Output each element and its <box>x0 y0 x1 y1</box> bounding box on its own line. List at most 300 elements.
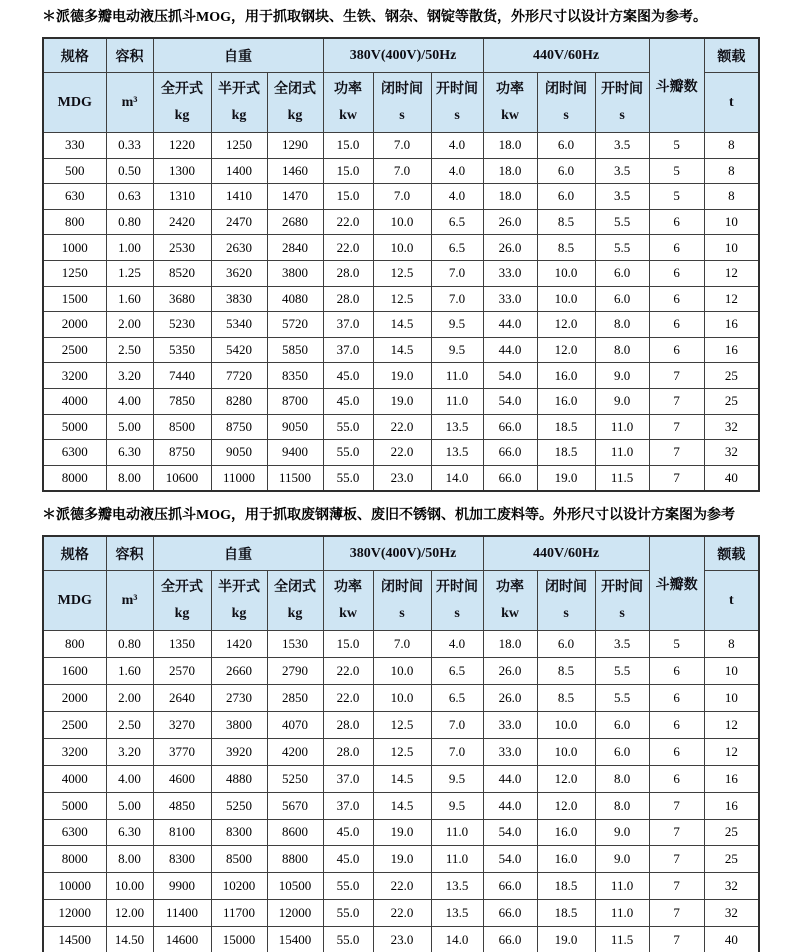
cell: 15.0 <box>323 158 373 184</box>
col-open-time-380: 开时间 s <box>431 73 483 133</box>
cell: 11.5 <box>595 927 649 952</box>
cell: 2570 <box>153 658 211 685</box>
cell: 11700 <box>211 900 267 927</box>
cell: 44.0 <box>483 312 537 338</box>
cell: 8700 <box>267 388 323 414</box>
cell: 5850 <box>267 337 323 363</box>
cell: 18.0 <box>483 631 537 658</box>
cell: 6.0 <box>595 286 649 312</box>
cell: 7 <box>649 414 704 440</box>
cell: 54.0 <box>483 819 537 846</box>
cell: 10.0 <box>373 235 431 261</box>
cell: 1300 <box>153 158 211 184</box>
cell: 10.0 <box>373 685 431 712</box>
cell: 26.0 <box>483 685 537 712</box>
cell: 18.0 <box>483 184 537 210</box>
cell: 12 <box>704 738 759 765</box>
cell: 2420 <box>153 209 211 235</box>
cell: 5 <box>649 133 704 159</box>
cell: 16 <box>704 792 759 819</box>
cell: 1310 <box>153 184 211 210</box>
cell: 7.0 <box>431 286 483 312</box>
cell: 2.50 <box>106 711 153 738</box>
cell: 8500 <box>153 414 211 440</box>
cell: 44.0 <box>483 337 537 363</box>
col-volume-unit: m³ <box>106 73 153 133</box>
cell: 25 <box>704 819 759 846</box>
cell: 44.0 <box>483 792 537 819</box>
col-petal-count: 斗瓣数 <box>649 38 704 133</box>
cell: 11.0 <box>595 900 649 927</box>
cell: 7 <box>649 363 704 389</box>
cell: 1400 <box>211 158 267 184</box>
col-rated-load: 额载 <box>704 536 759 571</box>
cell: 5000 <box>43 792 106 819</box>
cell: 4.00 <box>106 388 153 414</box>
cell: 4070 <box>267 711 323 738</box>
cell: 26.0 <box>483 235 537 261</box>
cell: 6 <box>649 209 704 235</box>
cell: 4850 <box>153 792 211 819</box>
cell: 7.0 <box>373 158 431 184</box>
cell: 8.5 <box>537 209 595 235</box>
cell: 6300 <box>43 819 106 846</box>
cell: 32 <box>704 900 759 927</box>
cell: 66.0 <box>483 440 537 466</box>
cell: 1410 <box>211 184 267 210</box>
cell: 26.0 <box>483 209 537 235</box>
cell: 1600 <box>43 658 106 685</box>
cell: 7850 <box>153 388 211 414</box>
cell: 9.5 <box>431 765 483 792</box>
col-spec: 规格 <box>43 536 106 571</box>
cell: 6 <box>649 312 704 338</box>
cell: 14600 <box>153 927 211 952</box>
cell: 7440 <box>153 363 211 389</box>
cell: 14.5 <box>373 337 431 363</box>
cell: 9.0 <box>595 846 649 873</box>
cell: 8 <box>704 133 759 159</box>
cell: 5720 <box>267 312 323 338</box>
table-row <box>43 465 759 491</box>
col-rated-load-unit: t <box>704 571 759 631</box>
cell: 1250 <box>211 133 267 159</box>
cell: 11.0 <box>595 873 649 900</box>
cell: 55.0 <box>323 927 373 952</box>
cell: 330 <box>43 133 106 159</box>
table-row <box>43 738 759 765</box>
cell: 6 <box>649 337 704 363</box>
cell: 630 <box>43 184 106 210</box>
cell: 18.5 <box>537 414 595 440</box>
cell: 7720 <box>211 363 267 389</box>
cell: 19.0 <box>537 927 595 952</box>
table-row <box>43 765 759 792</box>
cell: 32 <box>704 414 759 440</box>
cell: 7 <box>649 792 704 819</box>
cell: 5.00 <box>106 414 153 440</box>
col-group-380v: 380V(400V)/50Hz <box>323 536 483 571</box>
cell: 6 <box>649 711 704 738</box>
cell: 55.0 <box>323 440 373 466</box>
cell: 33.0 <box>483 286 537 312</box>
cell: 6.0 <box>595 738 649 765</box>
cell: 3200 <box>43 363 106 389</box>
cell: 18.5 <box>537 440 595 466</box>
table-row <box>43 337 759 363</box>
col-group-380v: 380V(400V)/50Hz <box>323 38 483 73</box>
cell: 10.00 <box>106 873 153 900</box>
cell: 1470 <box>267 184 323 210</box>
table-row <box>43 792 759 819</box>
cell: 6 <box>649 685 704 712</box>
cell: 54.0 <box>483 388 537 414</box>
col-open-time-440: 开时间 s <box>595 571 649 631</box>
cell: 4.0 <box>431 184 483 210</box>
cell: 9050 <box>211 440 267 466</box>
table-row <box>43 414 759 440</box>
cell: 8000 <box>43 465 106 491</box>
cell: 3800 <box>267 260 323 286</box>
col-power-440: 功率 kw <box>483 73 537 133</box>
product-note-2: ＊派德多瓣电动液压抓斗MOG，用于抓取废钢薄板、废旧不锈钢、机加工废料等。外形尺寸以设计方案图为参考 <box>42 508 735 524</box>
cell: 12000 <box>43 900 106 927</box>
cell: 12000 <box>267 900 323 927</box>
cell: 37.0 <box>323 765 373 792</box>
cell: 14500 <box>43 927 106 952</box>
cell: 0.80 <box>106 631 153 658</box>
cell: 7.0 <box>373 184 431 210</box>
table-row <box>43 235 759 261</box>
col-spec-unit: MDG <box>43 73 106 133</box>
cell: 4000 <box>43 388 106 414</box>
cell: 22.0 <box>323 209 373 235</box>
col-spec: 规格 <box>43 38 106 73</box>
cell: 4.00 <box>106 765 153 792</box>
cell: 33.0 <box>483 711 537 738</box>
cell: 8.0 <box>595 765 649 792</box>
cell: 1500 <box>43 286 106 312</box>
cell: 11500 <box>267 465 323 491</box>
cell: 11.0 <box>595 440 649 466</box>
cell: 8.00 <box>106 846 153 873</box>
cell: 6.5 <box>431 658 483 685</box>
cell: 4200 <box>267 738 323 765</box>
col-group-440v: 440V/60Hz <box>483 38 649 73</box>
cell: 9050 <box>267 414 323 440</box>
cell: 15400 <box>267 927 323 952</box>
cell: 8.0 <box>595 312 649 338</box>
cell: 10000 <box>43 873 106 900</box>
cell: 55.0 <box>323 900 373 927</box>
cell: 13.5 <box>431 414 483 440</box>
cell: 5.00 <box>106 792 153 819</box>
cell: 2470 <box>211 209 267 235</box>
cell: 8 <box>704 184 759 210</box>
cell: 12.0 <box>537 312 595 338</box>
cell: 25 <box>704 363 759 389</box>
cell: 0.33 <box>106 133 153 159</box>
cell: 5.5 <box>595 658 649 685</box>
cell: 4080 <box>267 286 323 312</box>
cell: 54.0 <box>483 363 537 389</box>
table-row <box>43 388 759 414</box>
cell: 6.5 <box>431 685 483 712</box>
cell: 8.5 <box>537 235 595 261</box>
cell: 10 <box>704 685 759 712</box>
table-row <box>43 363 759 389</box>
cell: 6 <box>649 738 704 765</box>
cell: 1290 <box>267 133 323 159</box>
cell: 6 <box>649 658 704 685</box>
cell: 11.0 <box>431 363 483 389</box>
cell: 1250 <box>43 260 106 286</box>
cell: 1220 <box>153 133 211 159</box>
cell: 5230 <box>153 312 211 338</box>
cell: 16.0 <box>537 388 595 414</box>
cell: 1.25 <box>106 260 153 286</box>
cell: 10.0 <box>537 711 595 738</box>
cell: 0.80 <box>106 209 153 235</box>
cell: 4.0 <box>431 133 483 159</box>
cell: 4880 <box>211 765 267 792</box>
cell: 10500 <box>267 873 323 900</box>
cell: 1000 <box>43 235 106 261</box>
cell: 5250 <box>267 765 323 792</box>
cell: 6.5 <box>431 209 483 235</box>
cell: 11.5 <box>595 465 649 491</box>
cell: 12.0 <box>537 765 595 792</box>
cell: 12 <box>704 286 759 312</box>
cell: 16 <box>704 337 759 363</box>
cell: 55.0 <box>323 465 373 491</box>
cell: 7.0 <box>431 260 483 286</box>
cell: 1.60 <box>106 286 153 312</box>
cell: 22.0 <box>323 658 373 685</box>
cell: 9900 <box>153 873 211 900</box>
cell: 13.5 <box>431 440 483 466</box>
cell: 2.00 <box>106 685 153 712</box>
cell: 8.00 <box>106 465 153 491</box>
cell: 12 <box>704 260 759 286</box>
cell: 55.0 <box>323 873 373 900</box>
cell: 8.5 <box>537 685 595 712</box>
cell: 55.0 <box>323 414 373 440</box>
cell: 5 <box>649 184 704 210</box>
cell: 7 <box>649 927 704 952</box>
cell: 45.0 <box>323 363 373 389</box>
table-row <box>43 631 759 658</box>
table-row <box>43 260 759 286</box>
col-volume: 容积 <box>106 536 153 571</box>
cell: 1.00 <box>106 235 153 261</box>
cell: 10.0 <box>537 260 595 286</box>
cell: 6.0 <box>595 711 649 738</box>
cell: 28.0 <box>323 711 373 738</box>
col-power-440: 功率 kw <box>483 571 537 631</box>
cell: 22.0 <box>323 685 373 712</box>
cell: 12.5 <box>373 738 431 765</box>
cell: 66.0 <box>483 465 537 491</box>
cell: 14.50 <box>106 927 153 952</box>
col-rated-load: 额载 <box>704 38 759 73</box>
cell: 11.0 <box>431 819 483 846</box>
spec-table-1 <box>42 37 760 492</box>
cell: 10600 <box>153 465 211 491</box>
cell: 8750 <box>211 414 267 440</box>
cell: 9.5 <box>431 312 483 338</box>
cell: 7 <box>649 440 704 466</box>
cell: 3.5 <box>595 133 649 159</box>
cell: 22.0 <box>323 235 373 261</box>
cell: 2.50 <box>106 337 153 363</box>
cell: 8350 <box>267 363 323 389</box>
cell: 14.0 <box>431 927 483 952</box>
col-open-time-440: 开时间 s <box>595 73 649 133</box>
cell: 800 <box>43 209 106 235</box>
cell: 6.0 <box>537 631 595 658</box>
cell: 10.0 <box>373 209 431 235</box>
col-volume-unit: m³ <box>106 571 153 631</box>
cell: 6 <box>649 765 704 792</box>
cell: 16.0 <box>537 819 595 846</box>
cell: 15.0 <box>323 631 373 658</box>
cell: 22.0 <box>373 440 431 466</box>
cell: 5670 <box>267 792 323 819</box>
cell: 16.0 <box>537 363 595 389</box>
cell: 3270 <box>153 711 211 738</box>
cell: 2500 <box>43 337 106 363</box>
cell: 5.5 <box>595 209 649 235</box>
cell: 8 <box>704 631 759 658</box>
cell: 3.5 <box>595 631 649 658</box>
col-spec-unit: MDG <box>43 571 106 631</box>
cell: 19.0 <box>373 363 431 389</box>
cell: 1460 <box>267 158 323 184</box>
col-half-open: 半开式 kg <box>211 571 267 631</box>
cell: 3800 <box>211 711 267 738</box>
cell: 3920 <box>211 738 267 765</box>
table-row <box>43 711 759 738</box>
cell: 10 <box>704 658 759 685</box>
cell: 7 <box>649 388 704 414</box>
cell: 8500 <box>211 846 267 873</box>
cell: 9400 <box>267 440 323 466</box>
cell: 18.5 <box>537 873 595 900</box>
cell: 23.0 <box>373 465 431 491</box>
cell: 19.0 <box>373 846 431 873</box>
table-row <box>43 846 759 873</box>
cell: 66.0 <box>483 414 537 440</box>
cell: 2840 <box>267 235 323 261</box>
table-row <box>43 658 759 685</box>
cell: 2000 <box>43 685 106 712</box>
cell: 8750 <box>153 440 211 466</box>
table-row <box>43 873 759 900</box>
cell: 500 <box>43 158 106 184</box>
cell: 0.50 <box>106 158 153 184</box>
cell: 25 <box>704 846 759 873</box>
cell: 37.0 <box>323 312 373 338</box>
cell: 9.5 <box>431 337 483 363</box>
col-half-open: 半开式 kg <box>211 73 267 133</box>
cell: 8.5 <box>537 658 595 685</box>
cell: 7 <box>649 900 704 927</box>
cell: 9.0 <box>595 363 649 389</box>
cell: 1530 <box>267 631 323 658</box>
cell: 6 <box>649 235 704 261</box>
cell: 15000 <box>211 927 267 952</box>
cell: 6.0 <box>537 184 595 210</box>
cell: 44.0 <box>483 765 537 792</box>
cell: 13.5 <box>431 900 483 927</box>
col-rated-load-unit: t <box>704 73 759 133</box>
cell: 8520 <box>153 260 211 286</box>
cell: 2790 <box>267 658 323 685</box>
cell: 7 <box>649 819 704 846</box>
cell: 10.0 <box>537 286 595 312</box>
cell: 5.5 <box>595 685 649 712</box>
cell: 33.0 <box>483 260 537 286</box>
cell: 18.0 <box>483 158 537 184</box>
table-row <box>43 927 759 952</box>
cell: 54.0 <box>483 846 537 873</box>
cell: 7 <box>649 846 704 873</box>
cell: 3830 <box>211 286 267 312</box>
cell: 7.0 <box>431 738 483 765</box>
cell: 6 <box>649 260 704 286</box>
cell: 45.0 <box>323 819 373 846</box>
cell: 28.0 <box>323 738 373 765</box>
cell: 10.0 <box>373 658 431 685</box>
col-close-time-440: 闭时间 s <box>537 571 595 631</box>
cell: 2630 <box>211 235 267 261</box>
cell: 16 <box>704 312 759 338</box>
cell: 4.0 <box>431 631 483 658</box>
cell: 8 <box>704 158 759 184</box>
cell: 22.0 <box>373 873 431 900</box>
cell: 6.0 <box>537 133 595 159</box>
cell: 6.30 <box>106 440 153 466</box>
cell: 12.5 <box>373 286 431 312</box>
cell: 9.0 <box>595 819 649 846</box>
table-row <box>43 685 759 712</box>
product-note-1: ＊派德多瓣电动液压抓斗MOG，用于抓取钢块、生铁、钢杂、钢锭等散货，外形尺寸以设计方案图为参考。 <box>42 10 707 25</box>
table-header <box>43 38 759 133</box>
col-close-time-380: 闭时间 s <box>373 73 431 133</box>
cell: 12.00 <box>106 900 153 927</box>
cell: 7 <box>649 465 704 491</box>
cell: 7.0 <box>373 133 431 159</box>
cell: 28.0 <box>323 286 373 312</box>
col-close-time-380: 闭时间 s <box>373 571 431 631</box>
cell: 8000 <box>43 846 106 873</box>
cell: 14.5 <box>373 312 431 338</box>
cell: 10200 <box>211 873 267 900</box>
col-full-closed: 全闭式 kg <box>267 571 323 631</box>
cell: 16.0 <box>537 846 595 873</box>
cell: 2680 <box>267 209 323 235</box>
cell: 18.5 <box>537 900 595 927</box>
cell: 9.0 <box>595 388 649 414</box>
cell: 37.0 <box>323 792 373 819</box>
cell: 3.5 <box>595 184 649 210</box>
cell: 33.0 <box>483 738 537 765</box>
cell: 6300 <box>43 440 106 466</box>
spec-table-2 <box>42 535 760 952</box>
cell: 9.5 <box>431 792 483 819</box>
cell: 10 <box>704 235 759 261</box>
